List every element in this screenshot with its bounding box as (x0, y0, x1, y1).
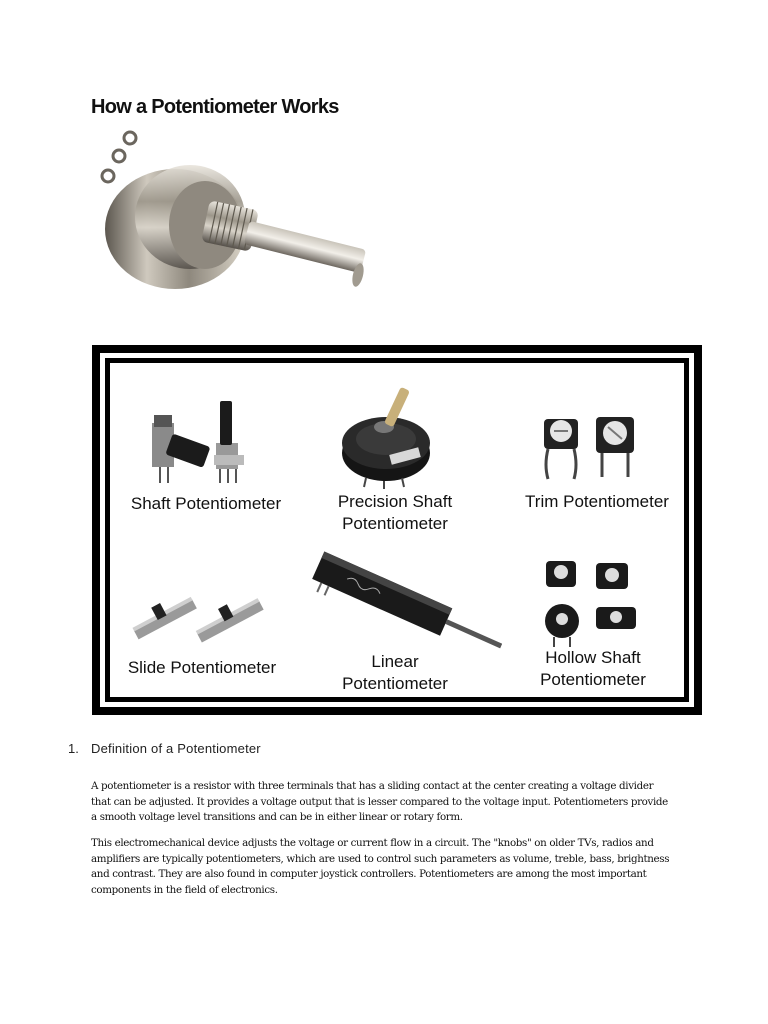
caption-shaft-potentiometer: Shaft Potentiometer (130, 494, 282, 513)
hollow-shaft-potentiometer-image (536, 551, 646, 651)
caption-slide-potentiometer: Slide Potentiometer (127, 658, 277, 677)
caption-trim-potentiometer: Trim Potentiometer (525, 492, 669, 511)
paragraph-1: A potentiometer is a resistor with three terminals that has a sliding contact at the center creating a voltage divider that can be adjusted. It provides a voltage output that is lesser compared to the voltage input. Potentiometers provide a smooth voltage level transitions and can be in either linear or rotary form. (91, 780, 668, 823)
precision-shaft-potentiometer-image (336, 383, 446, 493)
slide-potentiometer-image (130, 583, 270, 653)
caption-hollow-shaft-potentiometer: Hollow Shaft Potentiometer (540, 648, 646, 689)
potentiometer-types-gallery (92, 345, 702, 715)
shaft-potentiometer-image (146, 393, 246, 488)
paragraph-2: This electromechanical device adjusts the voltage or current flow in a circuit. The "knobs" on older TVs, radios and amplifiers are typically potentiometers, which are used to control such parameters as volume, treble, bass, brightness and contrast. They are also found in computer joystick controllers. Potentiometers are among the most important components in the field of electronics. (91, 837, 670, 896)
caption-linear-potentiometer: Linear Potentiometer (342, 652, 448, 693)
trim-potentiometer-image (536, 403, 646, 488)
rotary-potentiometer-image (95, 125, 370, 310)
page-title: How a Potentiometer Works (91, 96, 339, 118)
section-heading: Definition of a Potentiometer (91, 741, 261, 756)
caption-precision-shaft-potentiometer: Precision Shaft Potentiometer (337, 492, 453, 533)
list-number: 1. (68, 741, 79, 756)
